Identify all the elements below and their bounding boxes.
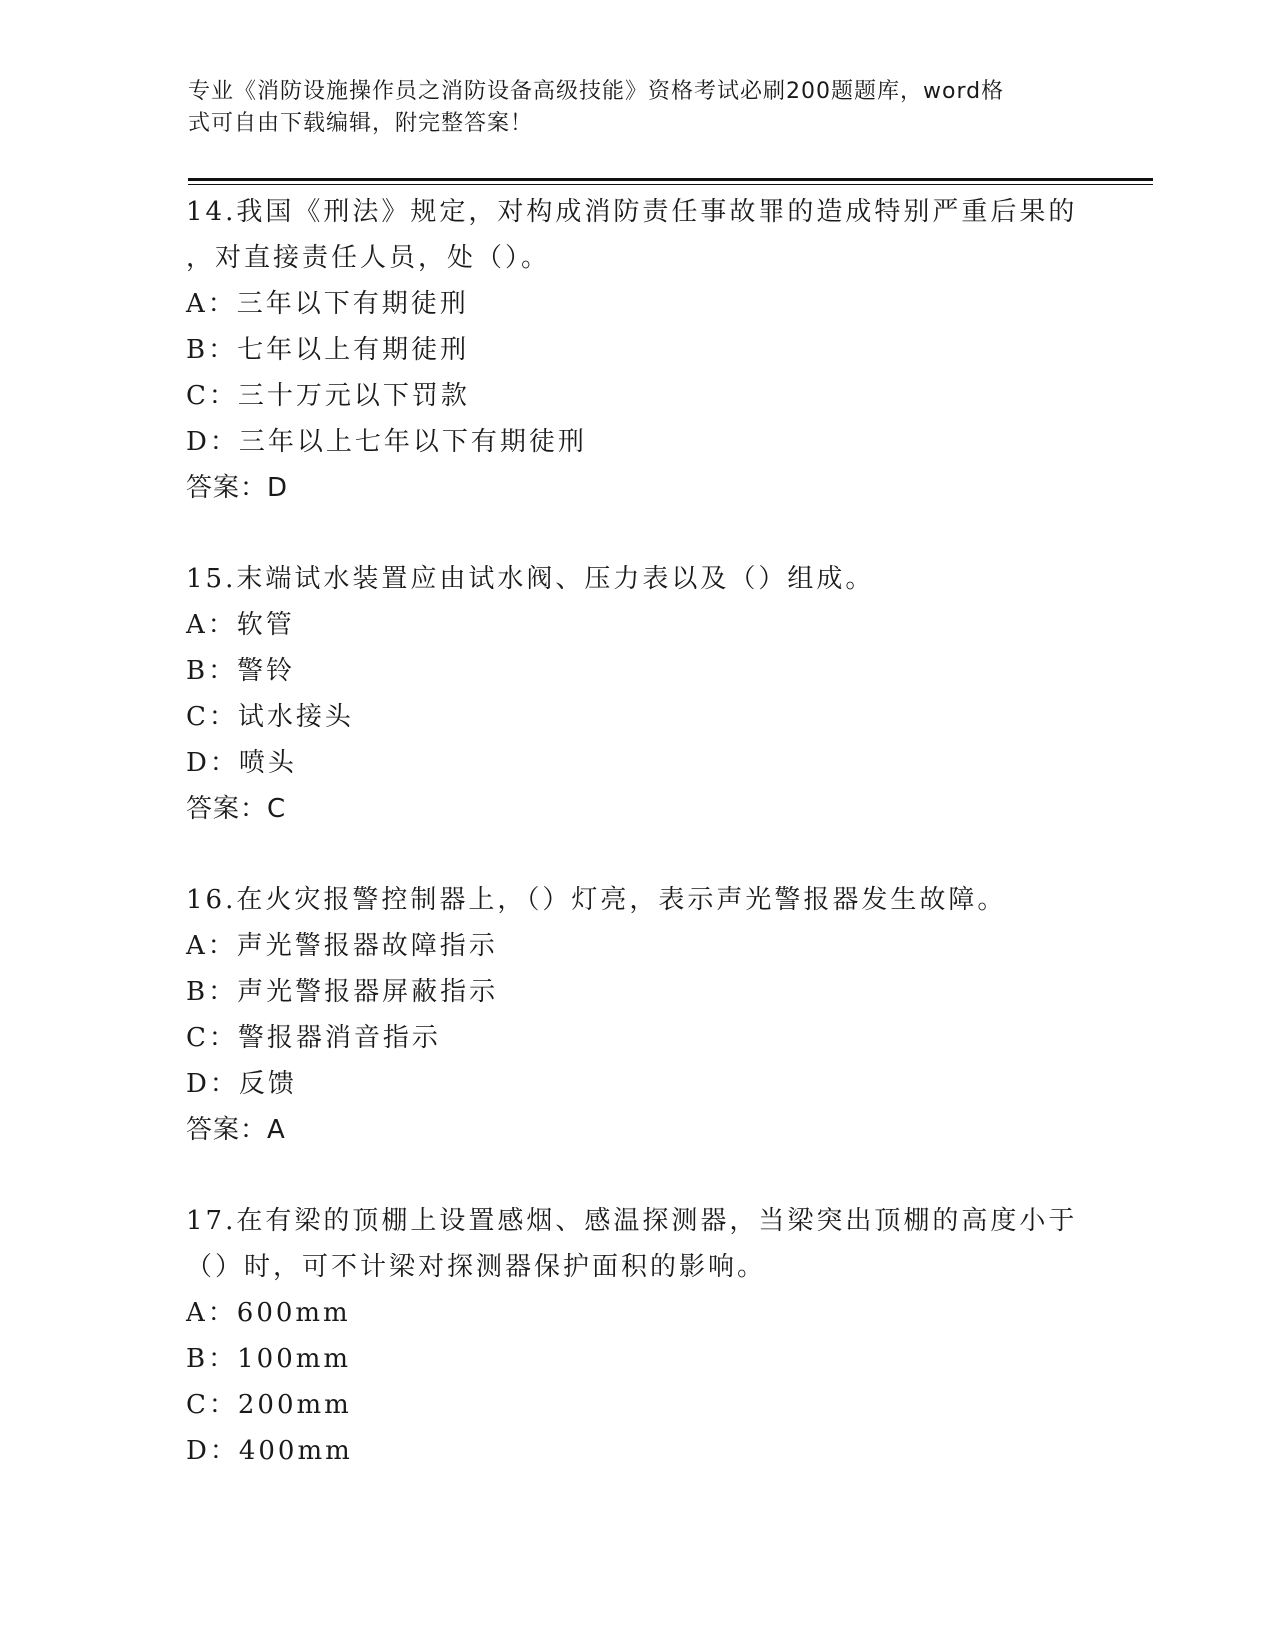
option-a: A：600mm xyxy=(186,1298,351,1328)
question-text: 17.在有梁的顶棚上设置感烟、感温探测器，当梁突出顶棚的高度小于 xyxy=(186,1206,1078,1236)
option-d: D：400mm xyxy=(186,1436,353,1466)
option-b: B：100mm xyxy=(186,1344,352,1374)
option-b: B：七年以上有期徒刑 xyxy=(186,335,470,365)
header-divider-thin xyxy=(188,184,1153,185)
question-text-continued: （）时，可不计梁对探测器保护面积的影响。 xyxy=(186,1252,767,1282)
question-16 xyxy=(186,877,1086,1153)
question-text-continued: ，对直接责任人员，处（）。 xyxy=(186,243,551,273)
option-c: C：警报器消音指示 xyxy=(186,1023,441,1053)
option-d: D：反馈 xyxy=(186,1069,297,1099)
option-c: C：200mm xyxy=(186,1390,352,1420)
question-text: 14.我国《刑法》规定，对构成消防责任事故罪的造成特别严重后果的 xyxy=(186,197,1078,227)
option-d: D：三年以上七年以下有期徒刑 xyxy=(186,427,587,457)
question-17 xyxy=(186,1198,1086,1474)
option-b: B：声光警报器屏蔽指示 xyxy=(186,977,499,1007)
question-list xyxy=(186,189,1086,1474)
header-divider-thick xyxy=(188,178,1153,181)
header-line-2: 式可自由下载编辑，附完整答案！ xyxy=(188,111,534,136)
document-header xyxy=(188,76,1068,140)
option-d: D：喷头 xyxy=(186,748,297,778)
question-spacer xyxy=(186,1153,1086,1198)
answer-line: 答案：C xyxy=(186,794,287,824)
question-14 xyxy=(186,189,1086,511)
question-15 xyxy=(186,556,1086,832)
answer-line: 答案：A xyxy=(186,1115,286,1145)
option-a: A：声光警报器故障指示 xyxy=(186,931,498,961)
question-spacer xyxy=(186,511,1086,556)
option-a: A：三年以下有期徒刑 xyxy=(186,289,469,319)
option-b: B：警铃 xyxy=(186,656,296,686)
option-a: A：软管 xyxy=(186,610,295,640)
question-text: 16.在火灾报警控制器上，（）灯亮，表示声光警报器发生故障。 xyxy=(186,885,1007,915)
question-text: 15.末端试水装置应由试水阀、压力表以及（）组成。 xyxy=(186,564,875,594)
header-line-1: 专业《消防设施操作员之消防设备高级技能》资格考试必刷200题题库，word格 xyxy=(188,79,1005,104)
option-c: C：试水接头 xyxy=(186,702,354,732)
question-spacer xyxy=(186,832,1086,877)
answer-line: 答案：D xyxy=(186,473,289,503)
option-c: C：三十万元以下罚款 xyxy=(186,381,470,411)
